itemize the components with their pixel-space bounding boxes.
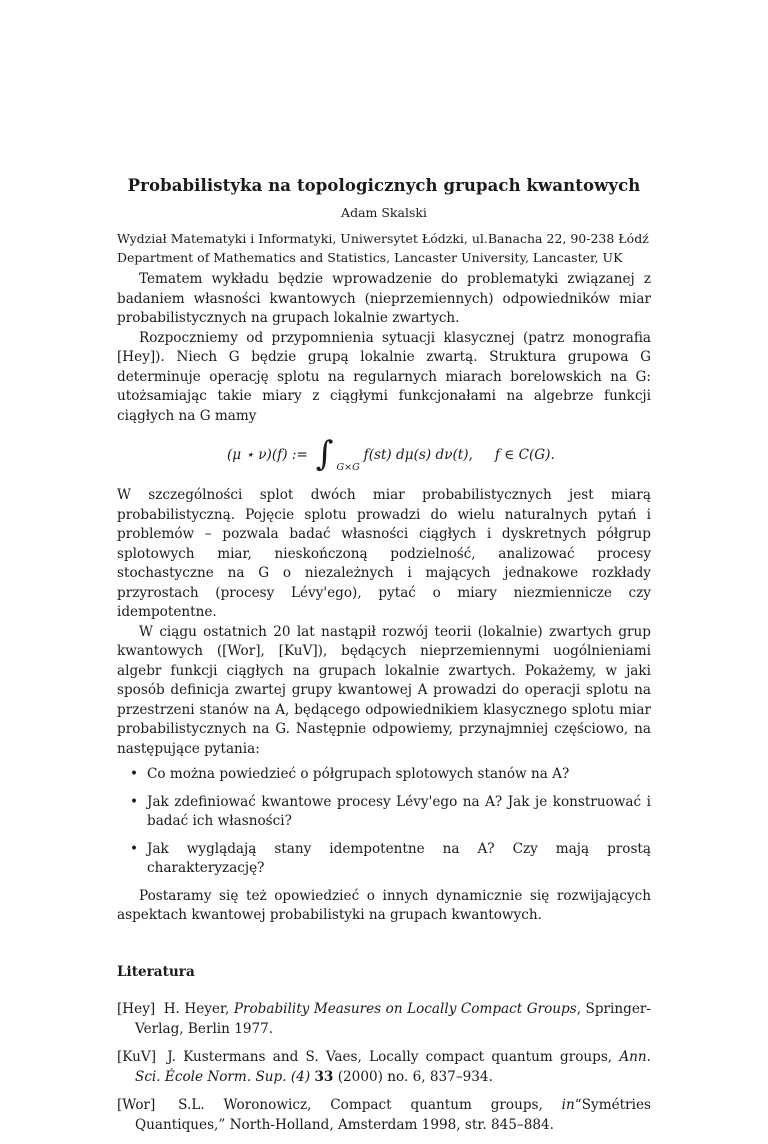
references-list [117, 1000, 651, 1135]
reference-authors: H. Heyer, [163, 1001, 230, 1017]
formula-integrand: f(st) dμ(s) dν(t), [363, 447, 473, 464]
question-text: Jak zdefiniować kwantowe procesy Lévy'ego na A? Jak je konstruować i badać ich własności? [147, 793, 651, 829]
author-name: Adam Skalski [341, 205, 427, 220]
paragraph-convolution: W szczególności splot dwóch miar probabilistycznych jest miarą probabilistyczną. Pojęcie splotu prowadzi do wielu naturalnych pytań i problemów – pozwala badać własności ciągłych i dyskretnych półgrup splotowych miar, nieskończoną podzielność, analizować procesy stochastyczne na G o niezależnych i mających jednakowe rozkłady przyrostach (procesy Lévy'ego), pytać o miary niezmiennicze czy idempotentne. [117, 487, 651, 620]
reference-details: “Symétries Quantiques,” North-Holland, Amsterdam 1998, str. 845–884. [135, 1097, 651, 1133]
integral-domain: G×G [336, 462, 360, 474]
paragraph-quantum: W ciągu ostatnich 20 lat nastąpił rozwój teorii (lokalnie) zwartych grup kwantowych ([Wor], [KuV]), będących nieprzemiennymi uogólnieniami algebr funkcji ciągłych na grupach lokalnie zwartych. Pokażemy, w jaki sposób definicja zwartej grupy kwantowej A prowadzi do operacji splotu na przestrzeni stanów na A, będącego odpowiednikiem klasycznego splotu miar probabilistycznych na G. Następnie odpowiemy, przynajmniej częściowo, na następujące pytania: [117, 623, 651, 757]
bullet-icon: • [130, 840, 139, 857]
reference-details: (2000) no. 6, 837–934. [337, 1068, 493, 1085]
question-text: Jak wyglądają stany idempotentne na A? Czy mają prostą charakteryzację? [147, 840, 651, 876]
list-item [117, 840, 651, 879]
convolution-formula [117, 426, 651, 486]
paragraph-classical: Rozpoczniemy od przypomnienia sytuacji klasycznej (patrz monografia [Hey]). Niech G będzie grupą lokalnie zwartą. Struktura grupowa G determinuje operację splotu na regularnych miarach borelowskich na G: utożsamiając takie miary z ciągłymi funkcjonałami na algebrze funkcji ciągłych na G mamy [117, 329, 651, 424]
reference-key: [Hey] [117, 1001, 156, 1017]
questions-list [117, 765, 651, 879]
abstract-body [117, 270, 651, 1144]
reference-volume: 33 [314, 1068, 334, 1085]
paragraph-intro: Tematem wykładu będzie wprowadzenie do problematyki związanej z badaniem własności kwantowych (nieprzemiennych) odpowiedników miar probabilistycznych na grupach lokalnie zwartych. [117, 271, 651, 326]
bullet-icon: • [130, 766, 139, 782]
question-text: Co można powiedzieć o półgrupach splotowych stanów na A? [147, 766, 570, 782]
affiliation-lodz: Wydział Matematyki i Informatyki, Uniwersytet Łódzki, ul.Banacha 22, 90-238 Łódź [117, 231, 649, 246]
paper-title: Probabilistyka na topologicznych grupach kwantowych [127, 176, 641, 195]
reference-key: [Wor] [117, 1097, 156, 1113]
integral-sign: ∫ [315, 434, 334, 474]
reference-wor [117, 1096, 651, 1135]
reference-kuv [117, 1048, 651, 1087]
reference-key: [KuV] [117, 1049, 157, 1065]
list-item [117, 793, 651, 832]
list-item [117, 765, 651, 785]
formula-condition: f ∈ C(G). [494, 447, 555, 464]
affiliation-lancaster: Department of Mathematics and Statistics, Lancaster University, Lancaster, UK [117, 250, 623, 265]
bullet-icon: • [130, 793, 139, 810]
reference-in: in [561, 1097, 575, 1113]
reference-title: Probability Measures on Locally Compact Groups [233, 1001, 577, 1017]
reference-authors: S.L. Woronowicz, Compact quantum groups, [178, 1097, 543, 1113]
reference-publisher: , Springer-Verlag, Berlin 1977. [135, 1001, 651, 1037]
literature-heading: Literatura [117, 963, 195, 980]
reference-authors: J. Kustermans and S. Vaes, Locally compact quantum groups, [167, 1049, 613, 1065]
paragraph-closing: Postaramy się też opowiedzieć o innych dynamicznie się rozwijających aspektach kwantowej probabilistyki na grupach kwantowych. [117, 887, 651, 923]
reference-journal: Ann. Sci. École Norm. Sup. (4) [135, 1049, 652, 1085]
formula-lhs: (μ ⋆ ν)(f) := [227, 447, 308, 464]
reference-hey [117, 1000, 651, 1039]
